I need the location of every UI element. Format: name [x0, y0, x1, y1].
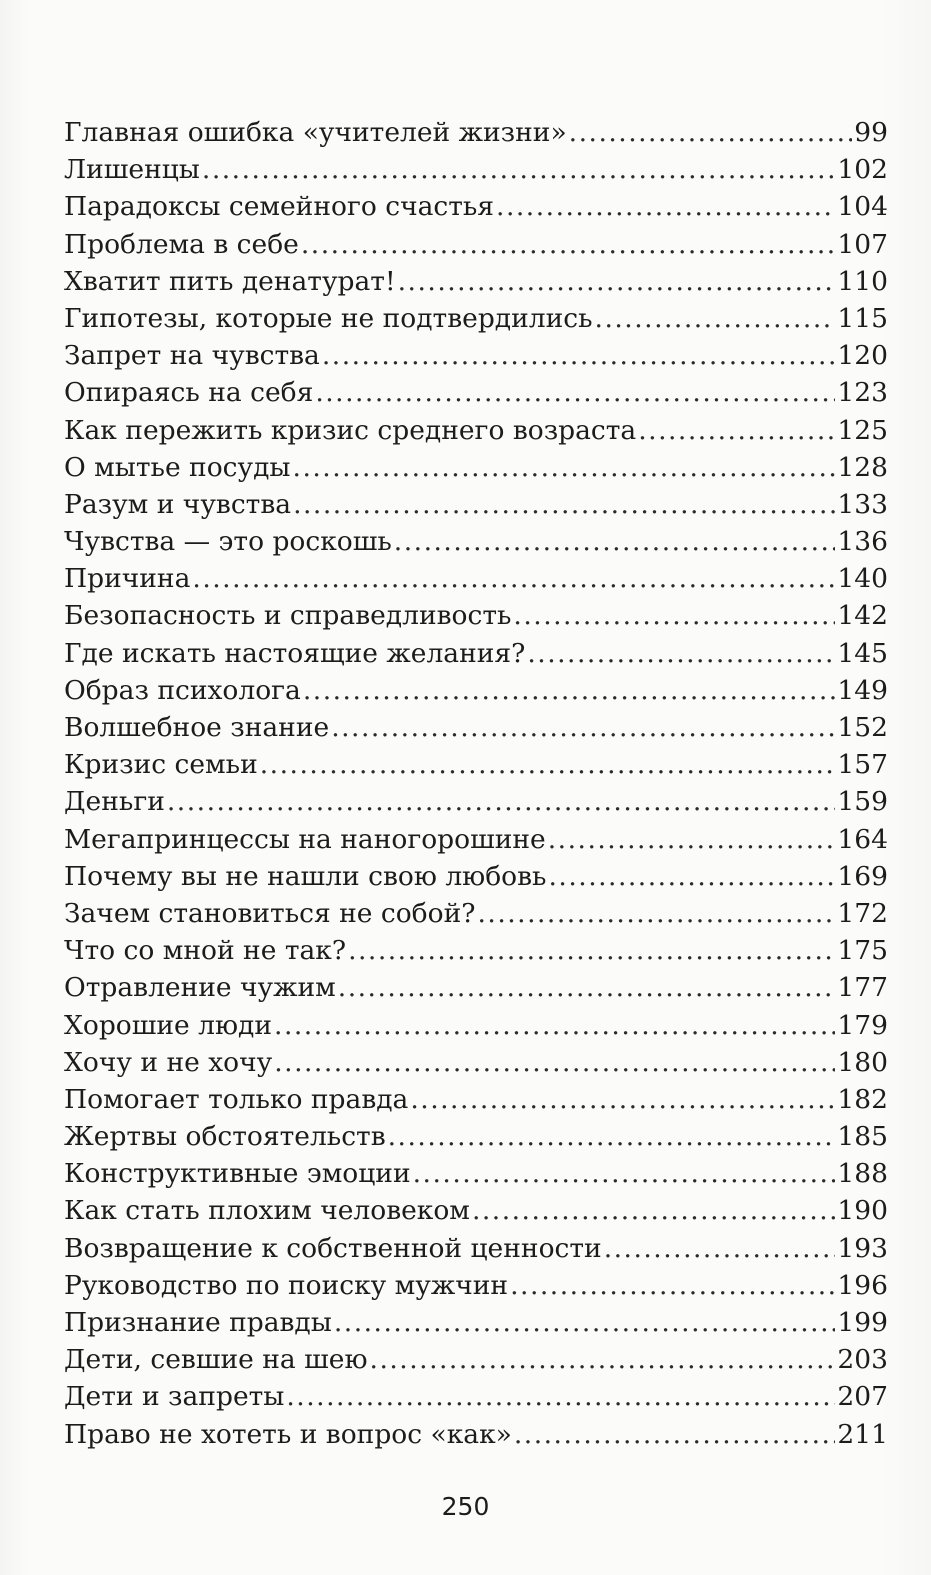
toc-entry [64, 1155, 888, 1192]
toc-entry-page: 188 [837, 1158, 888, 1190]
toc-entry-title: Главная ошибка «учителей жизни» [64, 117, 567, 148]
toc-dot-leader [472, 1192, 835, 1229]
toc-dot-leader [322, 337, 836, 374]
toc-entry [64, 1416, 888, 1453]
toc-entry-page: 211 [837, 1418, 888, 1450]
toc-entry-page: 179 [837, 1009, 888, 1041]
toc-entry [64, 1230, 888, 1267]
toc-dot-leader [527, 635, 835, 672]
toc-entry-page: 169 [837, 860, 888, 892]
toc-entry-page: 115 [837, 302, 888, 334]
toc-entry [64, 486, 888, 523]
toc-entry [64, 969, 888, 1006]
toc-entry-page: 107 [837, 228, 888, 260]
toc-dot-leader [638, 412, 835, 449]
toc-entry-title: Помогает только правда [64, 1083, 409, 1115]
toc-entry-page: 190 [837, 1195, 888, 1227]
toc-entry [64, 858, 888, 895]
toc-entry-page: 128 [837, 451, 888, 483]
toc-entry [64, 412, 888, 449]
toc-entry-title: Руководство по поиску мужчин [64, 1269, 509, 1301]
toc-entry-title: Где искать настоящие желания? [64, 637, 526, 669]
toc-dot-leader [331, 709, 835, 746]
toc-dot-leader [286, 1378, 835, 1415]
toc-entry-page: 177 [837, 972, 888, 1004]
toc-entry-title: Безопасность и справедливость [64, 600, 512, 632]
toc-dot-leader [293, 449, 836, 486]
toc-entry-page: 193 [837, 1232, 888, 1264]
toc-entry-title: Признание правды [64, 1307, 332, 1338]
toc-dot-leader [513, 597, 835, 634]
toc-dot-leader [398, 263, 836, 300]
toc-dot-leader [274, 1007, 835, 1044]
toc-dot-leader [595, 300, 836, 337]
toc-entry-page: 133 [837, 488, 888, 520]
toc-entry-page: 196 [837, 1269, 888, 1301]
toc-entry-page: 104 [837, 191, 888, 223]
toc-dot-leader [293, 486, 835, 523]
toc-entry [64, 821, 888, 858]
toc-dot-leader [274, 1044, 835, 1081]
toc-entry-title: Мегапринцессы на наногорошине [64, 823, 546, 855]
toc-dot-leader [394, 523, 836, 560]
toc-entry-page: 145 [837, 637, 888, 669]
toc-entry-title: Как стать плохим человеком [64, 1195, 470, 1227]
toc-dot-leader [260, 746, 836, 783]
toc-entry-page: 142 [837, 600, 888, 632]
toc-dot-leader [569, 114, 853, 151]
toc-entry [64, 635, 888, 672]
toc-entry [64, 597, 888, 634]
toc-dot-leader [315, 374, 835, 411]
toc-entry-page: 140 [837, 563, 888, 595]
toc-dot-leader [496, 188, 835, 225]
toc-entry-title: Опираясь на себя [64, 377, 314, 409]
toc-entry [64, 1267, 888, 1304]
toc-dot-leader [202, 151, 836, 188]
toc-entry-page: 180 [837, 1046, 888, 1078]
toc-entry-title: Разум и чувства [64, 488, 292, 520]
toc-entry-title: Дети и запреты [64, 1381, 285, 1413]
table-of-contents [64, 114, 888, 1453]
toc-entry-page: 120 [837, 340, 888, 372]
toc-entry-title: Конструктивные эмоции [64, 1158, 411, 1190]
toc-dot-leader [303, 672, 836, 709]
toc-entry-title: Жертвы обстоятельств [64, 1121, 386, 1153]
toc-entry-title: Что со мной не так? [64, 935, 347, 967]
toc-entry [64, 1118, 888, 1155]
toc-entry-title: Проблема в себе [64, 228, 299, 260]
toc-entry [64, 932, 888, 969]
toc-entry-title: Отравление чужим [64, 972, 336, 1004]
toc-entry [64, 523, 888, 560]
toc-entry-title: Хочу и не хочу [64, 1046, 273, 1078]
toc-entry-title: Гипотезы, которые не подтвердились [64, 302, 593, 334]
toc-entry-page: 136 [837, 526, 888, 558]
toc-entry-title: Хорошие люди [64, 1009, 273, 1041]
toc-entry [64, 151, 888, 188]
toc-dot-leader [301, 226, 836, 263]
toc-entry [64, 1341, 888, 1378]
toc-entry [64, 263, 888, 300]
page-number: 250 [441, 1492, 490, 1521]
toc-entry-title: Возвращение к собственной ценности [64, 1232, 602, 1264]
toc-entry [64, 895, 888, 932]
toc-dot-leader [413, 1155, 836, 1192]
toc-entry-page: 157 [837, 749, 888, 781]
toc-entry-title: Волшебное знание [64, 712, 330, 743]
toc-entry [64, 1192, 888, 1229]
toc-dot-leader [604, 1230, 836, 1267]
toc-dot-leader [167, 783, 836, 820]
toc-entry [64, 1007, 888, 1044]
toc-entry-title: Запрет на чувства [64, 340, 320, 372]
toc-entry-page: 207 [837, 1381, 888, 1413]
toc-dot-leader [548, 821, 836, 858]
toc-entry [64, 337, 888, 374]
toc-entry [64, 672, 888, 709]
toc-entry [64, 226, 888, 263]
toc-entry-title: Лишенцы [64, 154, 200, 186]
toc-dot-leader [192, 560, 835, 597]
toc-entry-page: 203 [837, 1344, 888, 1376]
toc-dot-leader [514, 1416, 836, 1453]
toc-entry-page: 164 [837, 823, 888, 855]
toc-entry-title: Образ психолога [64, 674, 301, 706]
toc-entry-page: 185 [837, 1121, 888, 1153]
toc-dot-leader [410, 1081, 835, 1118]
toc-entry-title: Чувства — это роскошь [64, 526, 392, 558]
toc-dot-leader [338, 969, 836, 1006]
toc-entry-title: Причина [64, 563, 191, 595]
toc-entry-page: 199 [837, 1307, 888, 1338]
toc-entry [64, 1044, 888, 1081]
toc-entry-page: 110 [837, 265, 888, 297]
toc-entry-page: 149 [837, 674, 888, 706]
toc-entry-page: 123 [837, 377, 888, 409]
toc-dot-leader [348, 932, 835, 969]
toc-entry-page: 102 [837, 154, 888, 186]
toc-entry-page: 99 [854, 117, 888, 148]
toc-dot-leader [510, 1267, 835, 1304]
toc-entry-title: Как пережить кризис среднего возраста [64, 414, 637, 446]
toc-dot-leader [370, 1341, 836, 1378]
toc-entry-title: Право не хотеть и вопрос «как» [64, 1418, 512, 1450]
toc-dot-leader [388, 1118, 836, 1155]
toc-entry [64, 783, 888, 820]
toc-entry-title: Дети, севшие на шею [64, 1344, 368, 1376]
toc-entry-page: 159 [837, 786, 888, 818]
toc-dot-leader [334, 1304, 836, 1341]
toc-entry [64, 188, 888, 225]
toc-entry [64, 300, 888, 337]
toc-entry-title: Хватит пить денатурат! [64, 265, 396, 297]
toc-entry-page: 182 [837, 1083, 888, 1115]
toc-entry-page: 152 [837, 712, 888, 743]
toc-entry-title: Деньги [64, 786, 165, 818]
toc-entry-title: Парадоксы семейного счастья [64, 191, 495, 223]
toc-entry-page: 175 [837, 935, 888, 967]
toc-entry [64, 114, 888, 151]
toc-dot-leader [477, 895, 835, 932]
toc-entry-title: Зачем становиться не собой? [64, 897, 476, 929]
toc-entry-page: 172 [837, 897, 888, 929]
toc-entry-page: 125 [837, 414, 888, 446]
toc-dot-leader [549, 858, 836, 895]
toc-entry [64, 1304, 888, 1341]
toc-entry [64, 1081, 888, 1118]
toc-entry [64, 709, 888, 746]
toc-entry-title: Почему вы не нашли свою любовь [64, 860, 547, 892]
toc-entry [64, 560, 888, 597]
toc-entry [64, 374, 888, 411]
toc-entry-title: Кризис семьи [64, 749, 258, 781]
toc-entry [64, 1378, 888, 1415]
toc-entry [64, 449, 888, 486]
toc-entry [64, 746, 888, 783]
toc-entry-title: О мытье посуды [64, 451, 291, 483]
